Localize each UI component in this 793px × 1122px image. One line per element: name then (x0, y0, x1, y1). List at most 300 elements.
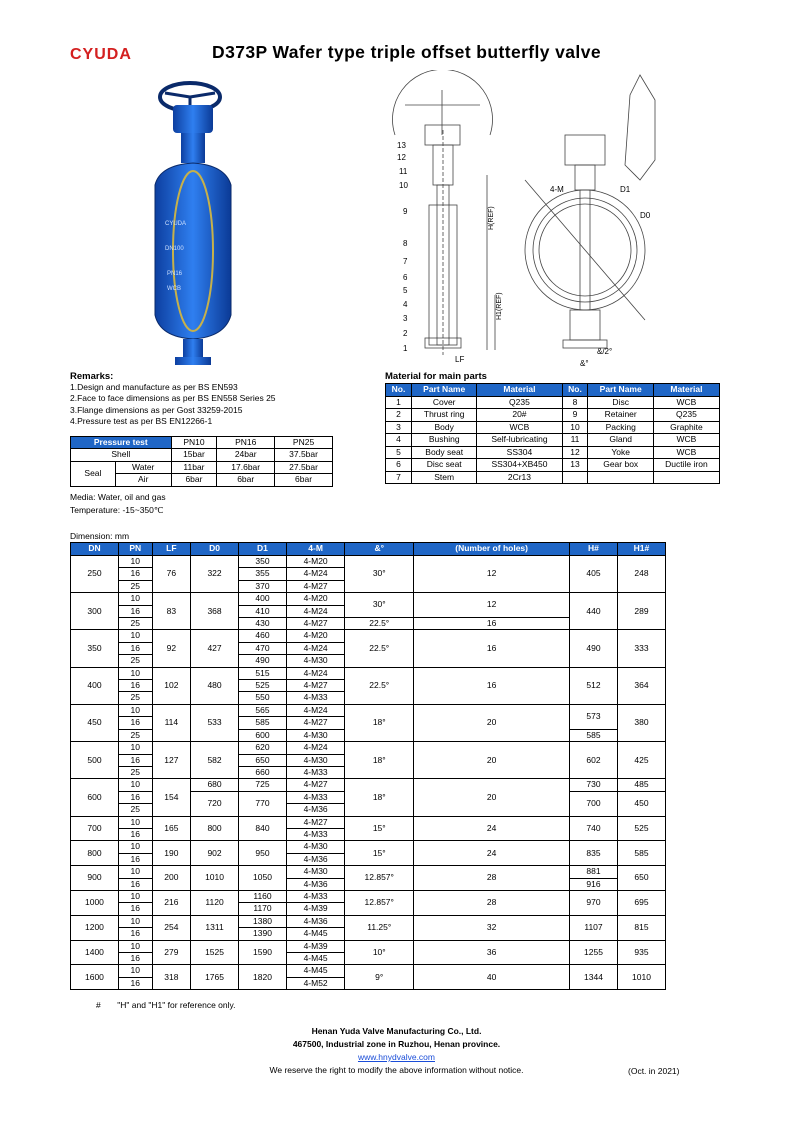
materials-cell: 7 (386, 471, 412, 484)
dimension-header-cell: (Number of holes) (414, 543, 570, 556)
materials-row (386, 459, 720, 472)
materials-cell: 1 (386, 396, 412, 409)
dimension-cell: 20 (414, 779, 570, 816)
dimension-cell: 1590 (239, 940, 287, 965)
dimension-row (71, 866, 666, 878)
dimension-cell: 881 (570, 866, 618, 878)
dimension-cell: 4-M30 (286, 841, 344, 853)
dimension-cell: 660 (239, 766, 287, 778)
valve-photo (145, 75, 245, 370)
callout-4: 4 (403, 300, 408, 309)
materials-cell: WCB (653, 434, 719, 447)
dimension-cell: 4-M27 (286, 680, 344, 692)
dimension-cell: 4-M20 (286, 556, 344, 568)
dimension-cell: 600 (71, 779, 119, 816)
dimension-cell: 20 (414, 742, 570, 779)
materials-cell: 8 (562, 396, 588, 409)
dimension-cell: 16 (118, 853, 152, 865)
dimension-cell: 36 (414, 940, 570, 965)
dimension-cell: 4-M45 (286, 965, 344, 977)
callout-3: 3 (403, 314, 408, 323)
dimension-cell: 4-M33 (286, 828, 344, 840)
materials-cell: Q235 (653, 409, 719, 422)
company-name: Henan Yuda Valve Manufacturing Co., Ltd. (311, 1026, 482, 1036)
dimension-cell: 25 (118, 766, 152, 778)
dimension-cell: 4-M52 (286, 977, 344, 989)
dimension-cell: 4-M36 (286, 878, 344, 890)
materials-header-cell: Material (653, 384, 719, 397)
remark-line: 4.Pressure test as per BS EN12266-1 (70, 415, 213, 426)
dimension-cell: 4-M45 (286, 953, 344, 965)
dimension-cell: 4-M24 (286, 742, 344, 754)
dimension-cell: 916 (570, 878, 618, 890)
dimension-cell: 190 (152, 841, 190, 866)
materials-cell: Packing (588, 421, 653, 434)
materials-cell: Disc seat (411, 459, 476, 472)
dimension-cell: 16 (118, 878, 152, 890)
dimension-cell: 4-M30 (286, 729, 344, 741)
dimension-cell: 600 (239, 729, 287, 741)
materials-cell (588, 471, 653, 484)
dimension-cell: 730 (570, 779, 618, 791)
dimension-cell: 20 (414, 704, 570, 741)
seal-medium-water: Water (115, 461, 171, 473)
dimension-cell: 4-M33 (286, 766, 344, 778)
dimension-cell: 4-M24 (286, 568, 344, 580)
materials-row (386, 471, 720, 484)
dimension-cell: 10 (118, 965, 152, 977)
materials-row (386, 434, 720, 447)
dimension-cell: 12 (414, 593, 570, 618)
dim-h: H(REF) (488, 206, 495, 230)
dimension-cell: 10 (118, 915, 152, 927)
materials-cell: Thrust ring (411, 409, 476, 422)
materials-row (386, 421, 720, 434)
pressure-test-table (70, 436, 333, 487)
dimension-cell: 460 (239, 630, 287, 642)
materials-cell: 11 (562, 434, 588, 447)
dimension-cell: 650 (617, 866, 665, 891)
dimension-cell: 248 (617, 556, 665, 593)
materials-cell: 10 (562, 421, 588, 434)
dimension-cell: 16 (118, 953, 152, 965)
seal-value: 6bar (275, 474, 333, 486)
dimension-cell: 16 (118, 754, 152, 766)
dimension-cell: 350 (71, 630, 119, 667)
note-mark: # (96, 1000, 101, 1010)
dimension-cell: 4-M45 (286, 928, 344, 940)
dimension-cell: 22.5° (345, 618, 414, 630)
dimension-cell: 300 (71, 593, 119, 630)
materials-cell: WCB (653, 396, 719, 409)
seal-label: Seal (71, 461, 116, 486)
dimension-cell: 525 (617, 816, 665, 841)
dimension-cell: 585 (239, 717, 287, 729)
dimension-cell: 1010 (617, 965, 665, 990)
dimension-cell: 10 (118, 816, 152, 828)
dimension-cell: 1200 (71, 915, 119, 940)
dimension-cell: 32 (414, 915, 570, 940)
materials-header-cell: Part Name (588, 384, 653, 397)
materials-cell: Disc (588, 396, 653, 409)
dimension-cell: 450 (71, 704, 119, 741)
dimension-cell: 430 (239, 618, 287, 630)
dimension-cell: 4-M27 (286, 816, 344, 828)
remark-line: 1.Design and manufacture as per BS EN593 (70, 382, 238, 393)
dimension-cell: 800 (71, 841, 119, 866)
dimension-cell: 815 (617, 915, 665, 940)
dim-4m: 4-M (550, 185, 564, 194)
dimension-cell: 4-M39 (286, 940, 344, 952)
dimension-cell: 289 (617, 593, 665, 630)
technical-drawing (385, 70, 685, 370)
media-info (70, 491, 166, 517)
dimension-row (71, 556, 666, 568)
dimension-cell: 950 (239, 841, 287, 866)
dimension-row (71, 841, 666, 853)
materials-cell: Body seat (411, 446, 476, 459)
dim-lf: LF (455, 355, 465, 364)
callout-9: 9 (403, 207, 408, 216)
dimension-cell: 1820 (239, 965, 287, 990)
materials-cell: 9 (562, 409, 588, 422)
dimension-cell: 28 (414, 890, 570, 915)
dimension-cell: 322 (191, 556, 239, 593)
dimension-cell: 4-M20 (286, 593, 344, 605)
dimension-cell: 25 (118, 692, 152, 704)
logo-text: CYUDA (70, 46, 132, 62)
dimension-cell: 425 (617, 742, 665, 779)
dimension-cell: 602 (570, 742, 618, 779)
dimension-cell: 18° (345, 704, 414, 741)
photo-mark-material: WCB (167, 286, 181, 292)
materials-cell: Body (411, 421, 476, 434)
note-text: "H" and "H1" for reference only. (117, 1000, 236, 1010)
shell-value: 24bar (217, 449, 275, 461)
dimension-header-cell: 4-M (286, 543, 344, 556)
materials-cell: SS304 (477, 446, 562, 459)
photo-mark-brand: CYUDA (165, 221, 187, 227)
dimension-cell: 350 (239, 556, 287, 568)
dimension-cell: 15° (345, 816, 414, 841)
dimension-label: Dimension: mm (70, 531, 130, 541)
dimension-cell: 1344 (570, 965, 618, 990)
callout-5: 5 (403, 286, 408, 295)
materials-row (386, 446, 720, 459)
dimension-cell: 4-M30 (286, 866, 344, 878)
dimension-cell: 800 (191, 816, 239, 841)
dimension-cell: 16 (118, 680, 152, 692)
callout-12: 12 (397, 153, 406, 162)
materials-cell: Gear box (588, 459, 653, 472)
dimension-cell: 1107 (570, 915, 618, 940)
dimension-row (71, 816, 666, 828)
dimension-cell: 4-M33 (286, 890, 344, 902)
dimension-cell: 1010 (191, 866, 239, 891)
pressure-test-header: Pressure test (71, 437, 172, 449)
seal-value: 11bar (171, 461, 217, 473)
materials-cell: Q235 (477, 396, 562, 409)
media-line: Media: Water, oil and gas (70, 492, 166, 502)
dimension-cell: 565 (239, 704, 287, 716)
materials-cell: 13 (562, 459, 588, 472)
dimension-cell: 16 (118, 928, 152, 940)
materials-cell: Yoke (588, 446, 653, 459)
materials-cell: 3 (386, 421, 412, 434)
seal-value: 27.5bar (275, 461, 333, 473)
dimension-cell: 368 (191, 593, 239, 630)
dimension-cell: 1525 (191, 940, 239, 965)
materials-cell (653, 471, 719, 484)
dimension-cell: 10 (118, 704, 152, 716)
materials-cell: 4 (386, 434, 412, 447)
dimension-cell: 4-M24 (286, 642, 344, 654)
dimension-cell: 515 (239, 667, 287, 679)
materials-cell: 2 (386, 409, 412, 422)
dimension-cell: 700 (570, 791, 618, 816)
materials-cell: Graphite (653, 421, 719, 434)
dimension-cell: 30° (345, 556, 414, 593)
temperature-line: Temperature: -15~350℃ (70, 505, 164, 515)
dimension-cell: 9° (345, 965, 414, 990)
dimension-cell: 76 (152, 556, 190, 593)
dimension-cell: 24 (414, 841, 570, 866)
dimension-cell: 1160 (239, 890, 287, 902)
disclaimer: We reserve the right to modify the above information without notice. (269, 1065, 524, 1075)
callout-8: 8 (403, 239, 408, 248)
dimension-cell: 400 (239, 593, 287, 605)
dimension-cell: 400 (71, 667, 119, 704)
dimension-cell: 18° (345, 742, 414, 779)
dimension-cell: 15° (345, 841, 414, 866)
dimension-table (70, 542, 666, 990)
dimension-cell: 485 (617, 779, 665, 791)
dimension-cell: 1400 (71, 940, 119, 965)
dimension-cell: 770 (239, 791, 287, 816)
dimension-cell: 10 (118, 866, 152, 878)
dimension-cell: 4-M33 (286, 692, 344, 704)
dimension-cell: 16 (118, 568, 152, 580)
materials-table (385, 383, 720, 484)
dimension-cell: 725 (239, 779, 287, 791)
dimension-cell: 4-M27 (286, 779, 344, 791)
materials-header-cell: Material (477, 384, 562, 397)
materials-cell: Cover (411, 396, 476, 409)
materials-cell: WCB (477, 421, 562, 434)
dim-angle: &° (580, 359, 589, 368)
dimension-cell: 102 (152, 667, 190, 704)
callout-1: 1 (403, 344, 408, 353)
dimension-row (71, 593, 666, 605)
dimension-cell: 525 (239, 680, 287, 692)
dimension-cell: 10 (118, 779, 152, 791)
dimension-cell: 4-M24 (286, 667, 344, 679)
dimension-cell: 364 (617, 667, 665, 704)
page-title: D373P Wafer type triple offset butterfly valve (212, 42, 601, 62)
materials-cell: Ductile iron (653, 459, 719, 472)
materials-cell: 6 (386, 459, 412, 472)
dimension-cell: 835 (570, 841, 618, 866)
website-link[interactable]: www.hnydvalve.com (357, 1052, 435, 1062)
dimension-cell: 410 (239, 605, 287, 617)
dimension-cell: 12.857° (345, 866, 414, 891)
dimension-cell: 114 (152, 704, 190, 741)
dimension-cell: 427 (191, 630, 239, 667)
dimension-cell: 900 (71, 866, 119, 891)
dimension-cell: 279 (152, 940, 190, 965)
dim-h1: H1(REF) (496, 292, 503, 320)
dimension-cell: 10 (118, 667, 152, 679)
dimension-cell: 440 (570, 593, 618, 630)
company-address: 467500, Industrial zone in Ruzhou, Henan province. (292, 1039, 501, 1049)
revision-date: (Oct. in 2021) (628, 1066, 680, 1076)
materials-cell: Retainer (588, 409, 653, 422)
dimension-cell: 4-M36 (286, 915, 344, 927)
dim-d1: D1 (620, 185, 631, 194)
shell-value: 15bar (171, 449, 217, 461)
seal-medium-air: Air (115, 474, 171, 486)
dimension-cell: 10 (118, 630, 152, 642)
dimension-cell: 18° (345, 779, 414, 816)
callout-6: 6 (403, 273, 408, 282)
dimension-cell: 12.857° (345, 890, 414, 915)
dimension-cell: 10 (118, 593, 152, 605)
dimension-cell: 24 (414, 816, 570, 841)
callout-11: 11 (399, 167, 408, 176)
dimension-cell: 254 (152, 915, 190, 940)
reference-note (96, 1000, 235, 1010)
dimension-cell: 40 (414, 965, 570, 990)
dimension-cell: 28 (414, 866, 570, 891)
dimension-cell: 25 (118, 580, 152, 592)
dimension-cell: 4-M20 (286, 630, 344, 642)
materials-cell: 12 (562, 446, 588, 459)
dimension-cell: 4-M27 (286, 618, 344, 630)
dimension-cell: 16 (118, 791, 152, 803)
dimension-cell: 25 (118, 804, 152, 816)
dimension-cell: 16 (118, 717, 152, 729)
dimension-cell: 1600 (71, 965, 119, 990)
dim-angle-half: &/2° (597, 347, 613, 356)
dimension-cell: 216 (152, 890, 190, 915)
dimension-cell: 550 (239, 692, 287, 704)
materials-header-cell: No. (562, 384, 588, 397)
dimension-cell: 582 (191, 742, 239, 779)
materials-cell: SS304+XB450 (477, 459, 562, 472)
dimension-cell: 11.25° (345, 915, 414, 940)
dimension-cell: 12 (414, 556, 570, 593)
dimension-cell: 840 (239, 816, 287, 841)
dimension-cell: 533 (191, 704, 239, 741)
dimension-cell: 1000 (71, 890, 119, 915)
dimension-cell: 4-M33 (286, 791, 344, 803)
dimension-cell: 1311 (191, 915, 239, 940)
dimension-cell: 127 (152, 742, 190, 779)
dimension-cell: 680 (191, 779, 239, 791)
materials-row (386, 396, 720, 409)
materials-cell: 5 (386, 446, 412, 459)
dimension-cell: 490 (570, 630, 618, 667)
dimension-cell: 16 (118, 642, 152, 654)
dimension-cell: 92 (152, 630, 190, 667)
materials-cell: Gland (588, 434, 653, 447)
dimension-cell: 16 (414, 667, 570, 704)
dimension-cell: 250 (71, 556, 119, 593)
dimension-cell: 10° (345, 940, 414, 965)
dimension-cell: 1255 (570, 940, 618, 965)
header-pn16: PN16 (217, 437, 275, 449)
dim-d0: D0 (640, 211, 651, 220)
dimension-cell: 512 (570, 667, 618, 704)
dimension-cell: 4-M27 (286, 717, 344, 729)
dimension-cell: 22.5° (345, 667, 414, 704)
materials-cell: Self-lubricating (477, 434, 562, 447)
shell-value: 37.5bar (275, 449, 333, 461)
dimension-cell: 620 (239, 742, 287, 754)
remarks-section (70, 371, 380, 427)
photo-mark-pn: PN16 (167, 271, 183, 277)
dimension-row (71, 890, 666, 902)
dimension-cell: 355 (239, 568, 287, 580)
dimension-cell: 585 (570, 729, 618, 741)
dimension-cell: 1380 (239, 915, 287, 927)
seal-value: 6bar (171, 474, 217, 486)
header-pn25: PN25 (275, 437, 333, 449)
dimension-cell: 10 (118, 940, 152, 952)
dimension-cell: 10 (118, 556, 152, 568)
dimension-cell: 4-M30 (286, 655, 344, 667)
shell-label: Shell (71, 449, 172, 461)
dimension-cell: 4-M36 (286, 804, 344, 816)
dimension-cell: 10 (118, 841, 152, 853)
dimension-cell: 4-M24 (286, 704, 344, 716)
remarks-heading: Remarks: (70, 371, 114, 382)
materials-cell: WCB (653, 446, 719, 459)
dimension-cell: 970 (570, 890, 618, 915)
materials-cell (562, 471, 588, 484)
dimension-cell: 30° (345, 593, 414, 618)
dimension-cell: 25 (118, 655, 152, 667)
dimension-cell: 573 (570, 704, 618, 729)
dimension-cell: 585 (617, 841, 665, 866)
dimension-cell: 1170 (239, 903, 287, 915)
dimension-header-cell: DN (71, 543, 119, 556)
dimension-row (71, 779, 666, 791)
dimension-row (71, 915, 666, 927)
dimension-cell: 370 (239, 580, 287, 592)
dimension-header-cell: H# (570, 543, 618, 556)
dimension-cell: 165 (152, 816, 190, 841)
dimension-cell: 83 (152, 593, 190, 630)
dimension-header-cell: &° (345, 543, 414, 556)
dimension-cell: 16 (414, 630, 570, 667)
dimension-cell: 318 (152, 965, 190, 990)
materials-cell: Stem (411, 471, 476, 484)
header-pn10: PN10 (171, 437, 217, 449)
dimension-header-cell: PN (118, 543, 152, 556)
callout-10: 10 (399, 181, 408, 190)
callout-13: 13 (397, 141, 406, 150)
dimension-cell: 695 (617, 890, 665, 915)
dimension-cell: 1050 (239, 866, 287, 891)
dimension-cell: 333 (617, 630, 665, 667)
dimension-header-cell: D1 (239, 543, 287, 556)
dimension-header-cell: H1# (617, 543, 665, 556)
dimension-cell: 380 (617, 704, 665, 741)
remark-line: 3.Flange dimensions as per Gost 33259-2015 (70, 404, 243, 415)
dimension-cell: 720 (191, 791, 239, 816)
dimension-cell: 405 (570, 556, 618, 593)
